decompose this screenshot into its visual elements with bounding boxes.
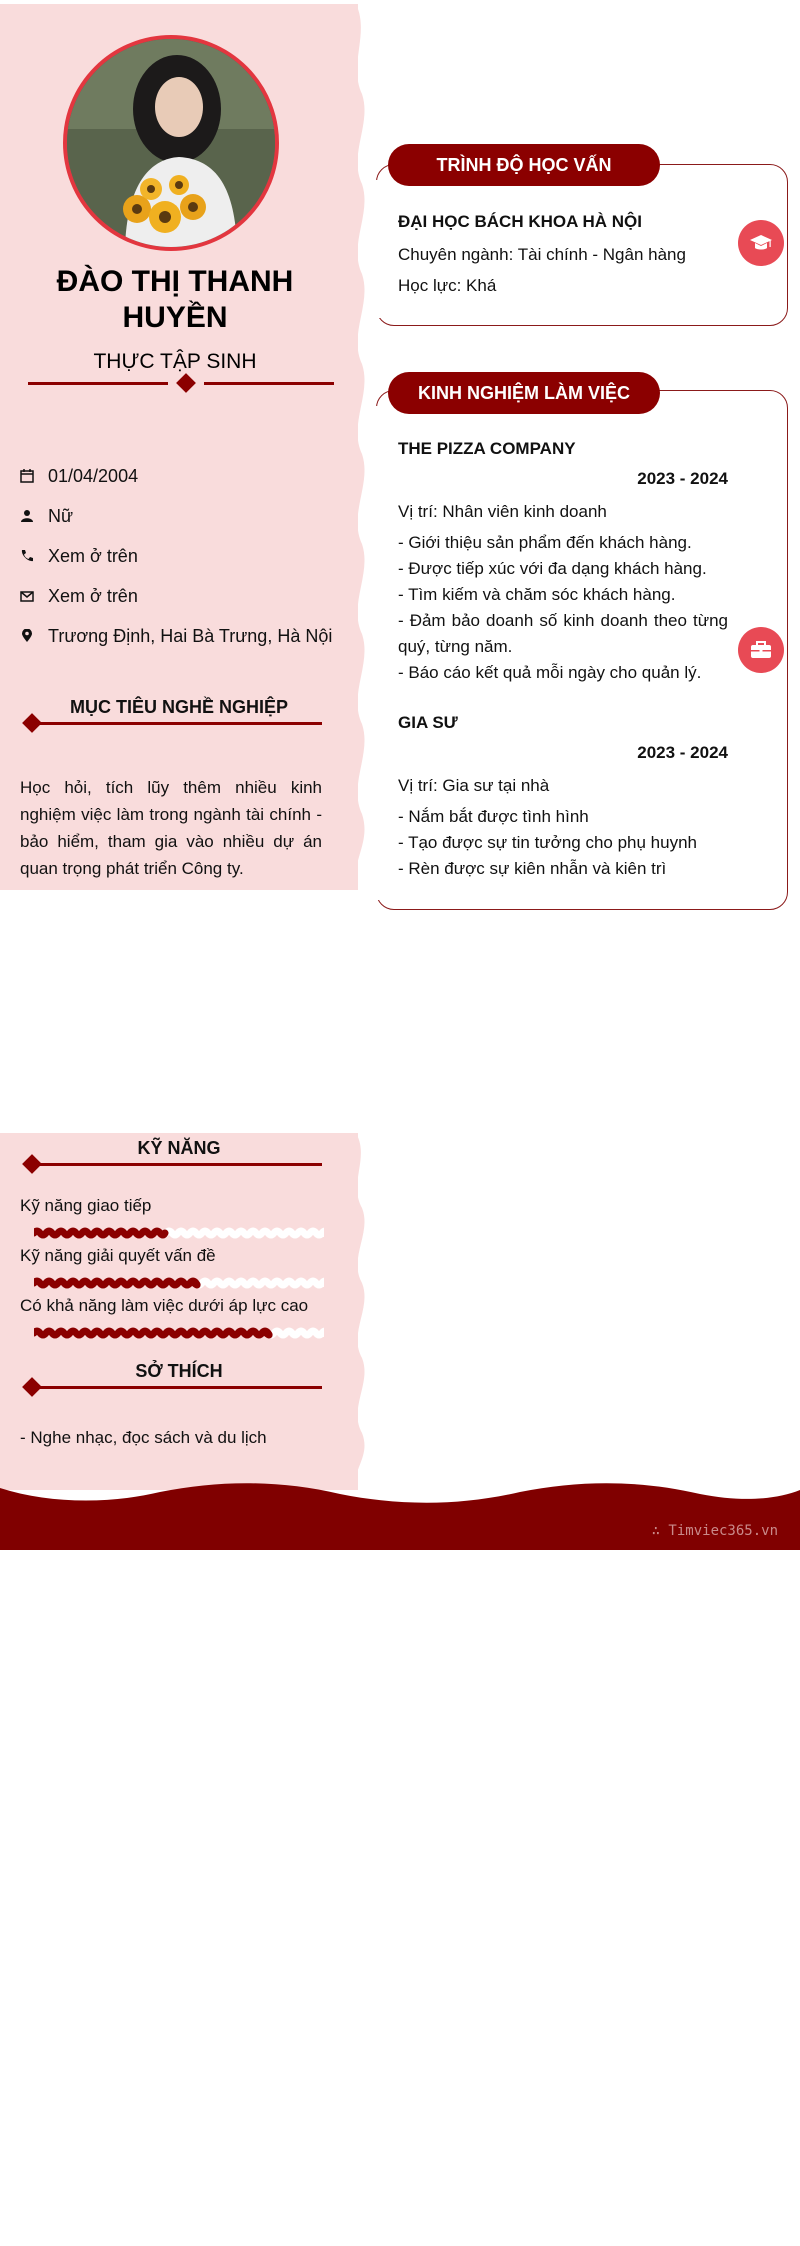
footer-brand — [652, 1523, 778, 1539]
contact-dob — [20, 464, 138, 488]
hobbies-title-line — [36, 1386, 322, 1389]
graduation-cap-icon — [749, 231, 773, 255]
user-icon — [20, 509, 48, 523]
dob-text: 01/04/2004 — [48, 465, 139, 486]
portrait-photo — [67, 39, 275, 247]
candidate-name: ĐÀO THỊ THANH HUYỀN — [56, 265, 294, 334]
skill-bar-problem-solving — [34, 1276, 324, 1290]
job-period-2: 2023 - 2024 — [637, 743, 728, 762]
job-company-1: THE PIZZA COMPANY — [398, 439, 576, 458]
graduation-cap-badge — [738, 220, 784, 266]
job-tasks-2 — [398, 804, 728, 882]
job-period-1: 2023 - 2024 — [637, 469, 728, 488]
email-text: Xem ở trên — [48, 585, 138, 606]
job-company-2: GIA SƯ — [398, 713, 458, 732]
candidate-role: THỰC TẬP SINH — [93, 350, 257, 373]
education-grade: Học lực: Khá — [398, 276, 497, 295]
phone-text: Xem ở trên — [48, 545, 138, 566]
contact-address — [20, 624, 332, 648]
gender-text: Nữ — [48, 505, 74, 526]
experience-title: KINH NGHIỆM LÀM VIỆC — [388, 372, 660, 414]
footer-brand-text: Timviec365.vn — [668, 1523, 778, 1539]
contact-email — [20, 584, 138, 608]
job-task: - Tạo được sự tin tưởng cho phụ huynh — [398, 833, 698, 852]
hobbies-title: SỞ THÍCH — [135, 1361, 223, 1381]
role-divider-right — [204, 382, 334, 385]
skill-label-pressure: Có khả năng làm việc dưới áp lực cao — [20, 1296, 309, 1315]
phone-icon — [20, 549, 48, 563]
role-divider-left — [28, 382, 168, 385]
hobbies-text: - Nghe nhạc, đọc sách và du lịch — [20, 1428, 267, 1447]
job-task: - Đảm bảo doanh số kinh doanh theo từng quý, từng năm. — [398, 611, 728, 656]
job-task: - Báo cáo kết quả mỗi ngày cho quản lý. — [398, 663, 702, 682]
objective-title: MỤC TIÊU NGHỀ NGHIỆP — [69, 697, 288, 717]
objective-text: Học hỏi, tích lũy thêm nhiều kinh nghiệm việc làm trong ngành tài chính - bảo hiểm, tham gia vào nhiều dự án quan trọng phát triển Công ty. — [20, 778, 322, 878]
experience-card-mask — [374, 406, 388, 900]
location-pin-icon — [20, 629, 48, 643]
brand-logo-icon: ∴ — [651, 1523, 669, 1539]
job-tasks-1 — [398, 530, 728, 686]
sidebar-wave-edge — [346, 4, 370, 890]
job-task: - Nắm bắt được tình hình — [398, 807, 589, 826]
education-title: TRÌNH ĐỘ HỌC VẤN — [388, 144, 660, 186]
briefcase-badge — [738, 627, 784, 673]
address-text: Trương Định, Hai Bà Trưng, Hà Nội — [48, 625, 333, 646]
contact-phone — [20, 544, 138, 568]
job-task: - Được tiếp xúc với đa dạng khách hàng. — [398, 559, 707, 578]
education-major: Chuyên ngành: Tài chính - Ngân hàng — [398, 245, 686, 264]
job-position-1: Vị trí: Nhân viên kinh doanh — [398, 502, 607, 521]
skill-bar-pressure — [34, 1326, 324, 1340]
job-task: - Tìm kiếm và chăm sóc khách hàng. — [398, 585, 676, 604]
education-card-mask — [374, 180, 388, 318]
skill-bar-communication — [34, 1226, 324, 1240]
sidebar-bottom-wave-edge — [346, 1133, 370, 1490]
contact-gender — [20, 504, 73, 528]
skill-label-communication: Kỹ năng giao tiếp — [20, 1196, 152, 1215]
skill-bar-fill — [34, 1331, 269, 1335]
skills-title-line — [36, 1163, 322, 1166]
job-task: - Giới thiệu sản phẩm đến khách hàng. — [398, 533, 692, 552]
objective-title-line — [36, 722, 322, 725]
skill-label-problem-solving: Kỹ năng giải quyết vấn đề — [20, 1246, 216, 1265]
calendar-icon — [20, 469, 48, 483]
avatar — [63, 35, 279, 251]
footer-wave — [0, 1480, 800, 1550]
job-position-2: Vị trí: Gia sư tại nhà — [398, 776, 550, 795]
skill-bar-fill — [34, 1281, 197, 1285]
education-school: ĐẠI HỌC BÁCH KHOA HÀ NỘI — [398, 212, 642, 231]
email-icon — [20, 589, 48, 603]
briefcase-icon — [749, 638, 773, 662]
skill-bar-fill — [34, 1231, 165, 1235]
job-task: - Rèn được sự kiên nhẫn và kiên trì — [398, 859, 667, 878]
skills-title: KỸ NĂNG — [137, 1138, 221, 1158]
